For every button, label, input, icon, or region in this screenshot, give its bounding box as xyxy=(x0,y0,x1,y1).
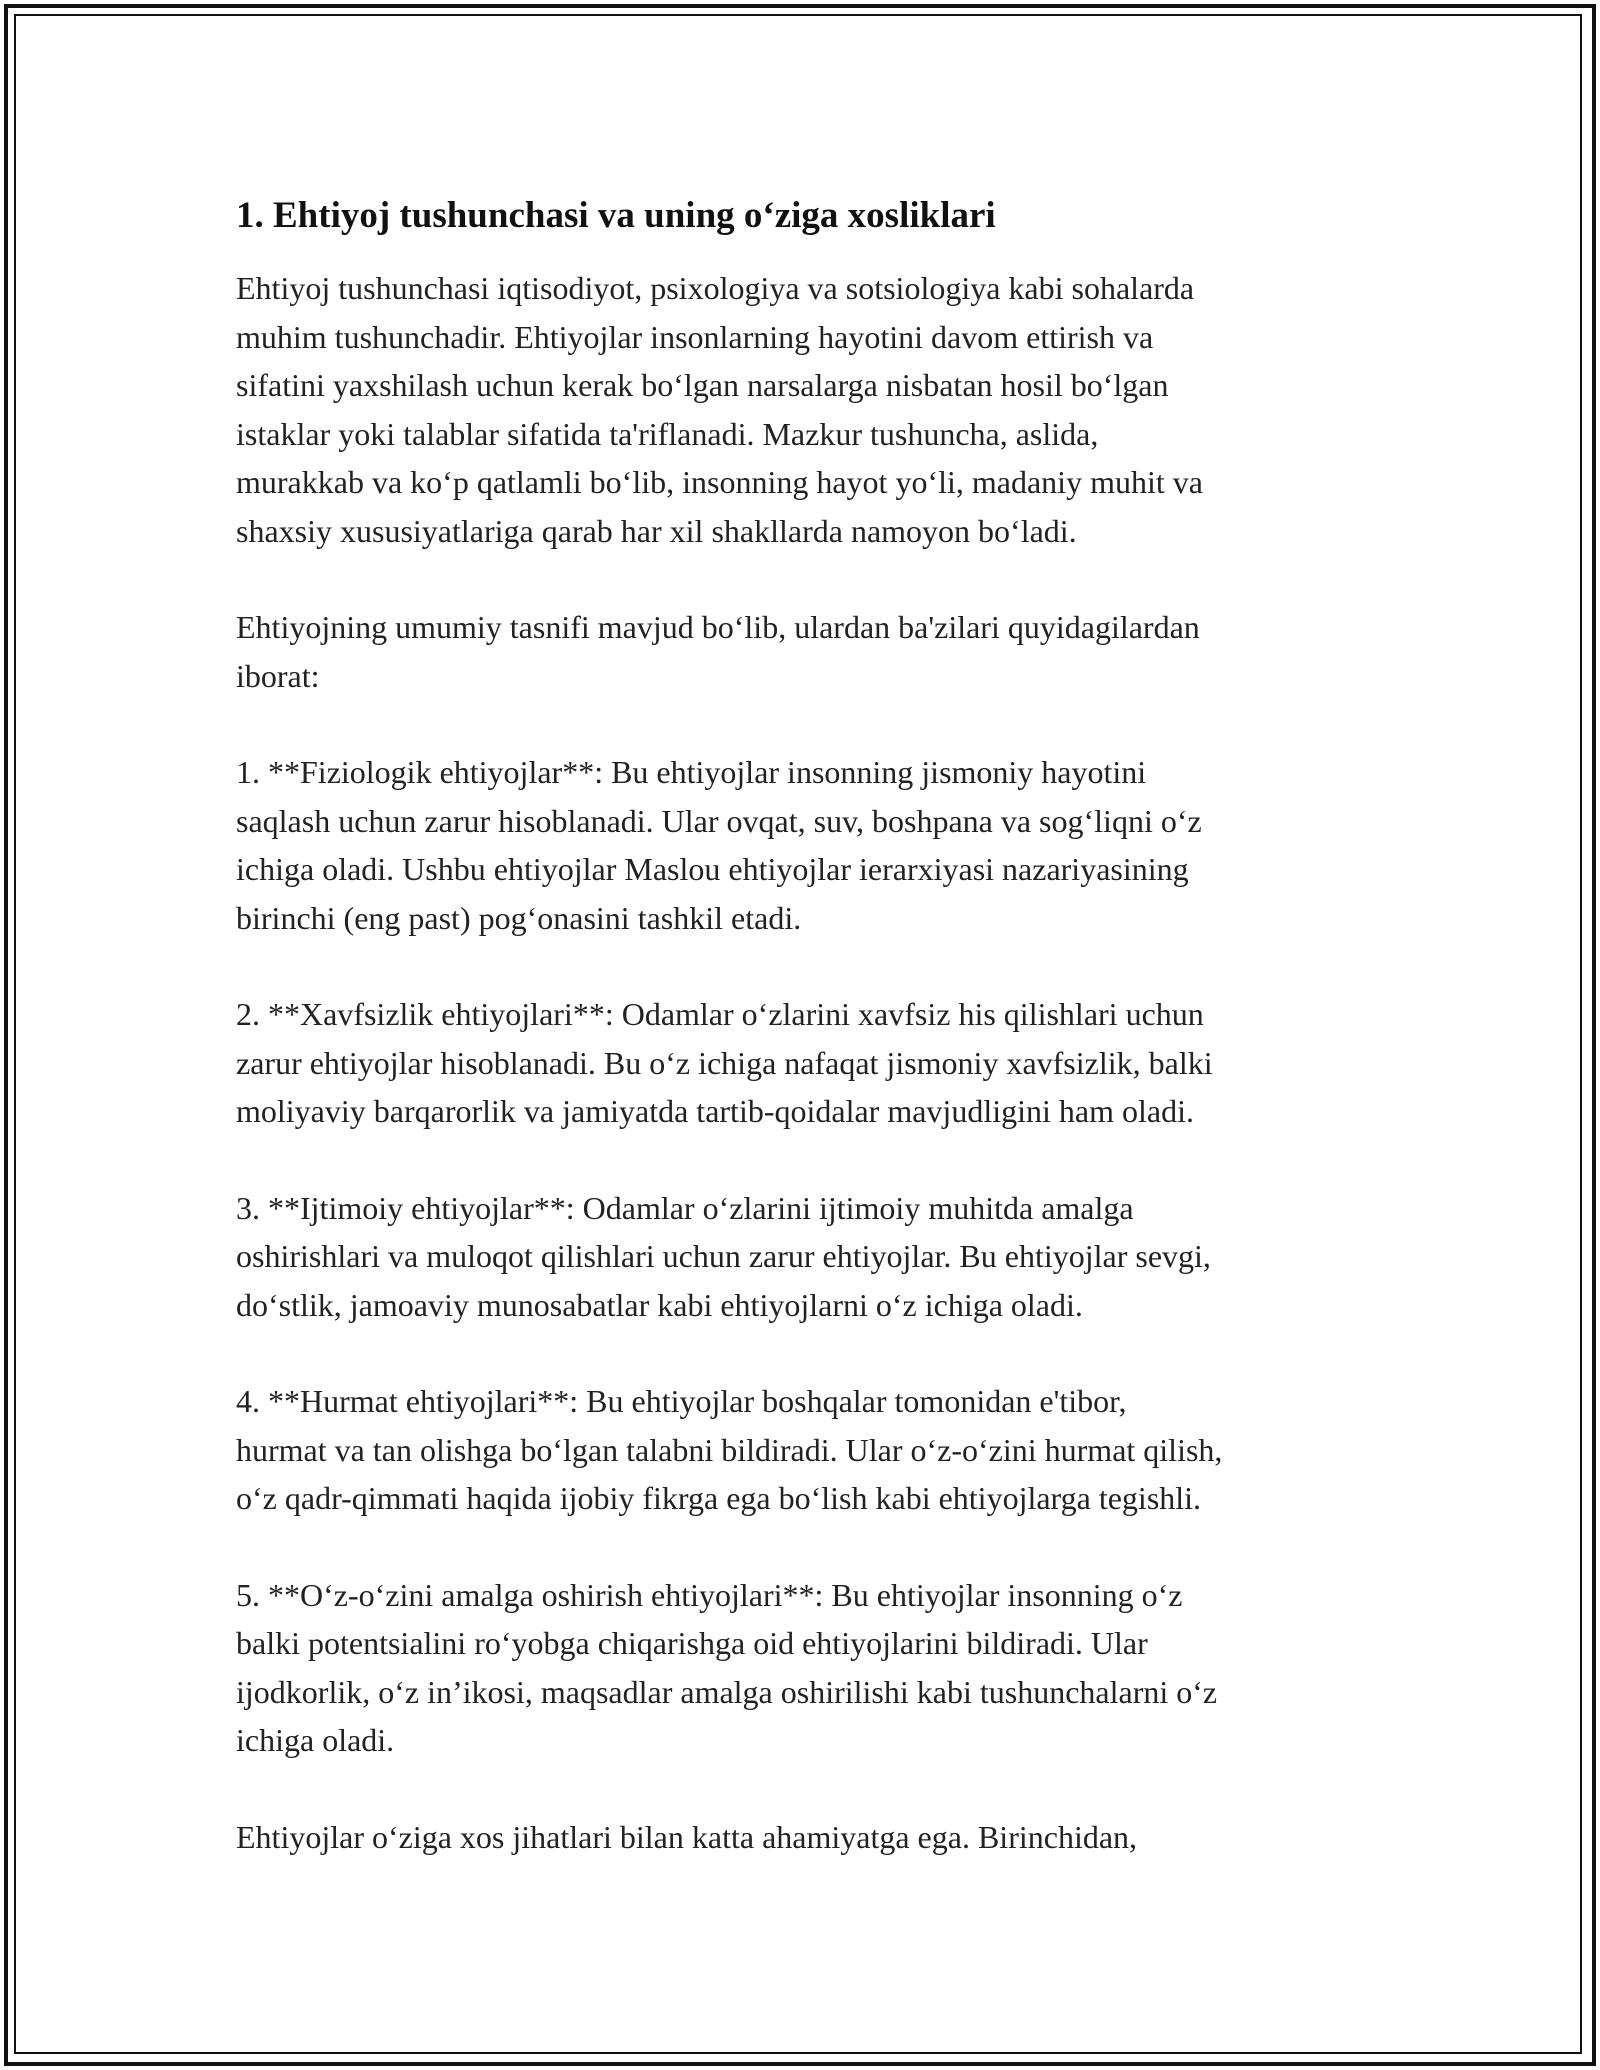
list-item-esteem-needs: 4. **Hurmat ehtiyojlari**: Bu ehtiyojlar boshqalar tomonidan e'tibor, hurmat va tan olishga bo‘lgan talabni bildiradi. Ular o‘z-o‘zini hurmat qilish, o‘z qadr-qimmati haqida ijobiy fikrga ega bo‘lish kabi ehtiyojlarga tegishli. xyxy=(236,1383,1223,1516)
list-item-physiological-needs: 1. **Fiziologik ehtiyojlar**: Bu ehtiyojlar insonning jismoniy hayotini saqlash uchun zarur hisoblanadi. Ular ovqat, suv, boshpana va sog‘liqni o‘z ichiga oladi. Ushbu ehtiyojlar Maslou ehtiyojlar ierarxiyasi nazariyasining birinchi (eng past) pog‘onasini tashkil etadi. xyxy=(236,754,1202,936)
paragraph-intro: Ehtiyoj tushunchasi iqtisodiyot, psixologiya va sotsiologiya kabi sohalarda muhim tushunchadir. Ehtiyojlar insonlarning hayotini davom ettirish va sifatini yaxshilash uchun kerak bo‘lgan narsalarga nisbatan hosil bo‘lgan istaklar yoki talablar sifatida ta'riflanadi. Mazkur tushuncha, aslida, murakkab va ko‘p qatlamli bo‘lib, insonning hayot yo‘li, madaniy muhit va shaxsiy xususiyatlariga qarab har xil shakllarda namoyon bo‘ladi. xyxy=(236,270,1203,549)
paragraph-classification: Ehtiyojning umumiy tasnifi mavjud bo‘lib, ulardan ba'zilari quyidagilardan iborat: xyxy=(236,609,1200,694)
list-item-safety-needs: 2. **Xavfsizlik ehtiyojlari**: Odamlar o‘zlarini xavfsiz his qilishlari uchun zarur ehtiyojlar hisoblanadi. Bu o‘z ichiga nafaqat jismoniy xavfsizlik, balki moliyaviy barqarorlik va jamiyatda tartib-qoidalar mavjudligini ham oladi. xyxy=(236,996,1213,1129)
paragraph-conclusion-start: Ehtiyojlar o‘ziga xos jihatlari bilan katta ahamiyatga ega. Birinchidan, xyxy=(236,1818,1138,1855)
section-heading: 1. Ehtiyoj tushunchasi va uning o‘ziga xosliklari xyxy=(236,195,996,236)
list-item-self-actualization-needs: 5. **O‘z-o‘zini amalga oshirish ehtiyojlari**: Bu ehtiyojlar insonning o‘z balki potentsialini ro‘yobga chiqarishga oid ehtiyojlarini bildiradi. Ular ijodkorlik, o‘z in’ikosi, maqsadlar amalga oshirilishi kabi tushunchalarni o‘z ichiga oladi. xyxy=(236,1576,1218,1758)
list-item-social-needs: 3. **Ijtimoiy ehtiyojlar**: Odamlar o‘zlarini ijtimoiy muhitda amalga oshirishlari va muloqot qilishlari uchun zarur ehtiyojlar. Bu ehtiyojlar sevgi, do‘stlik, jamoaviy munosabatlar kabi ehtiyojlarni o‘z ichiga oladi. xyxy=(236,1189,1211,1323)
document-body xyxy=(236,188,1376,1909)
